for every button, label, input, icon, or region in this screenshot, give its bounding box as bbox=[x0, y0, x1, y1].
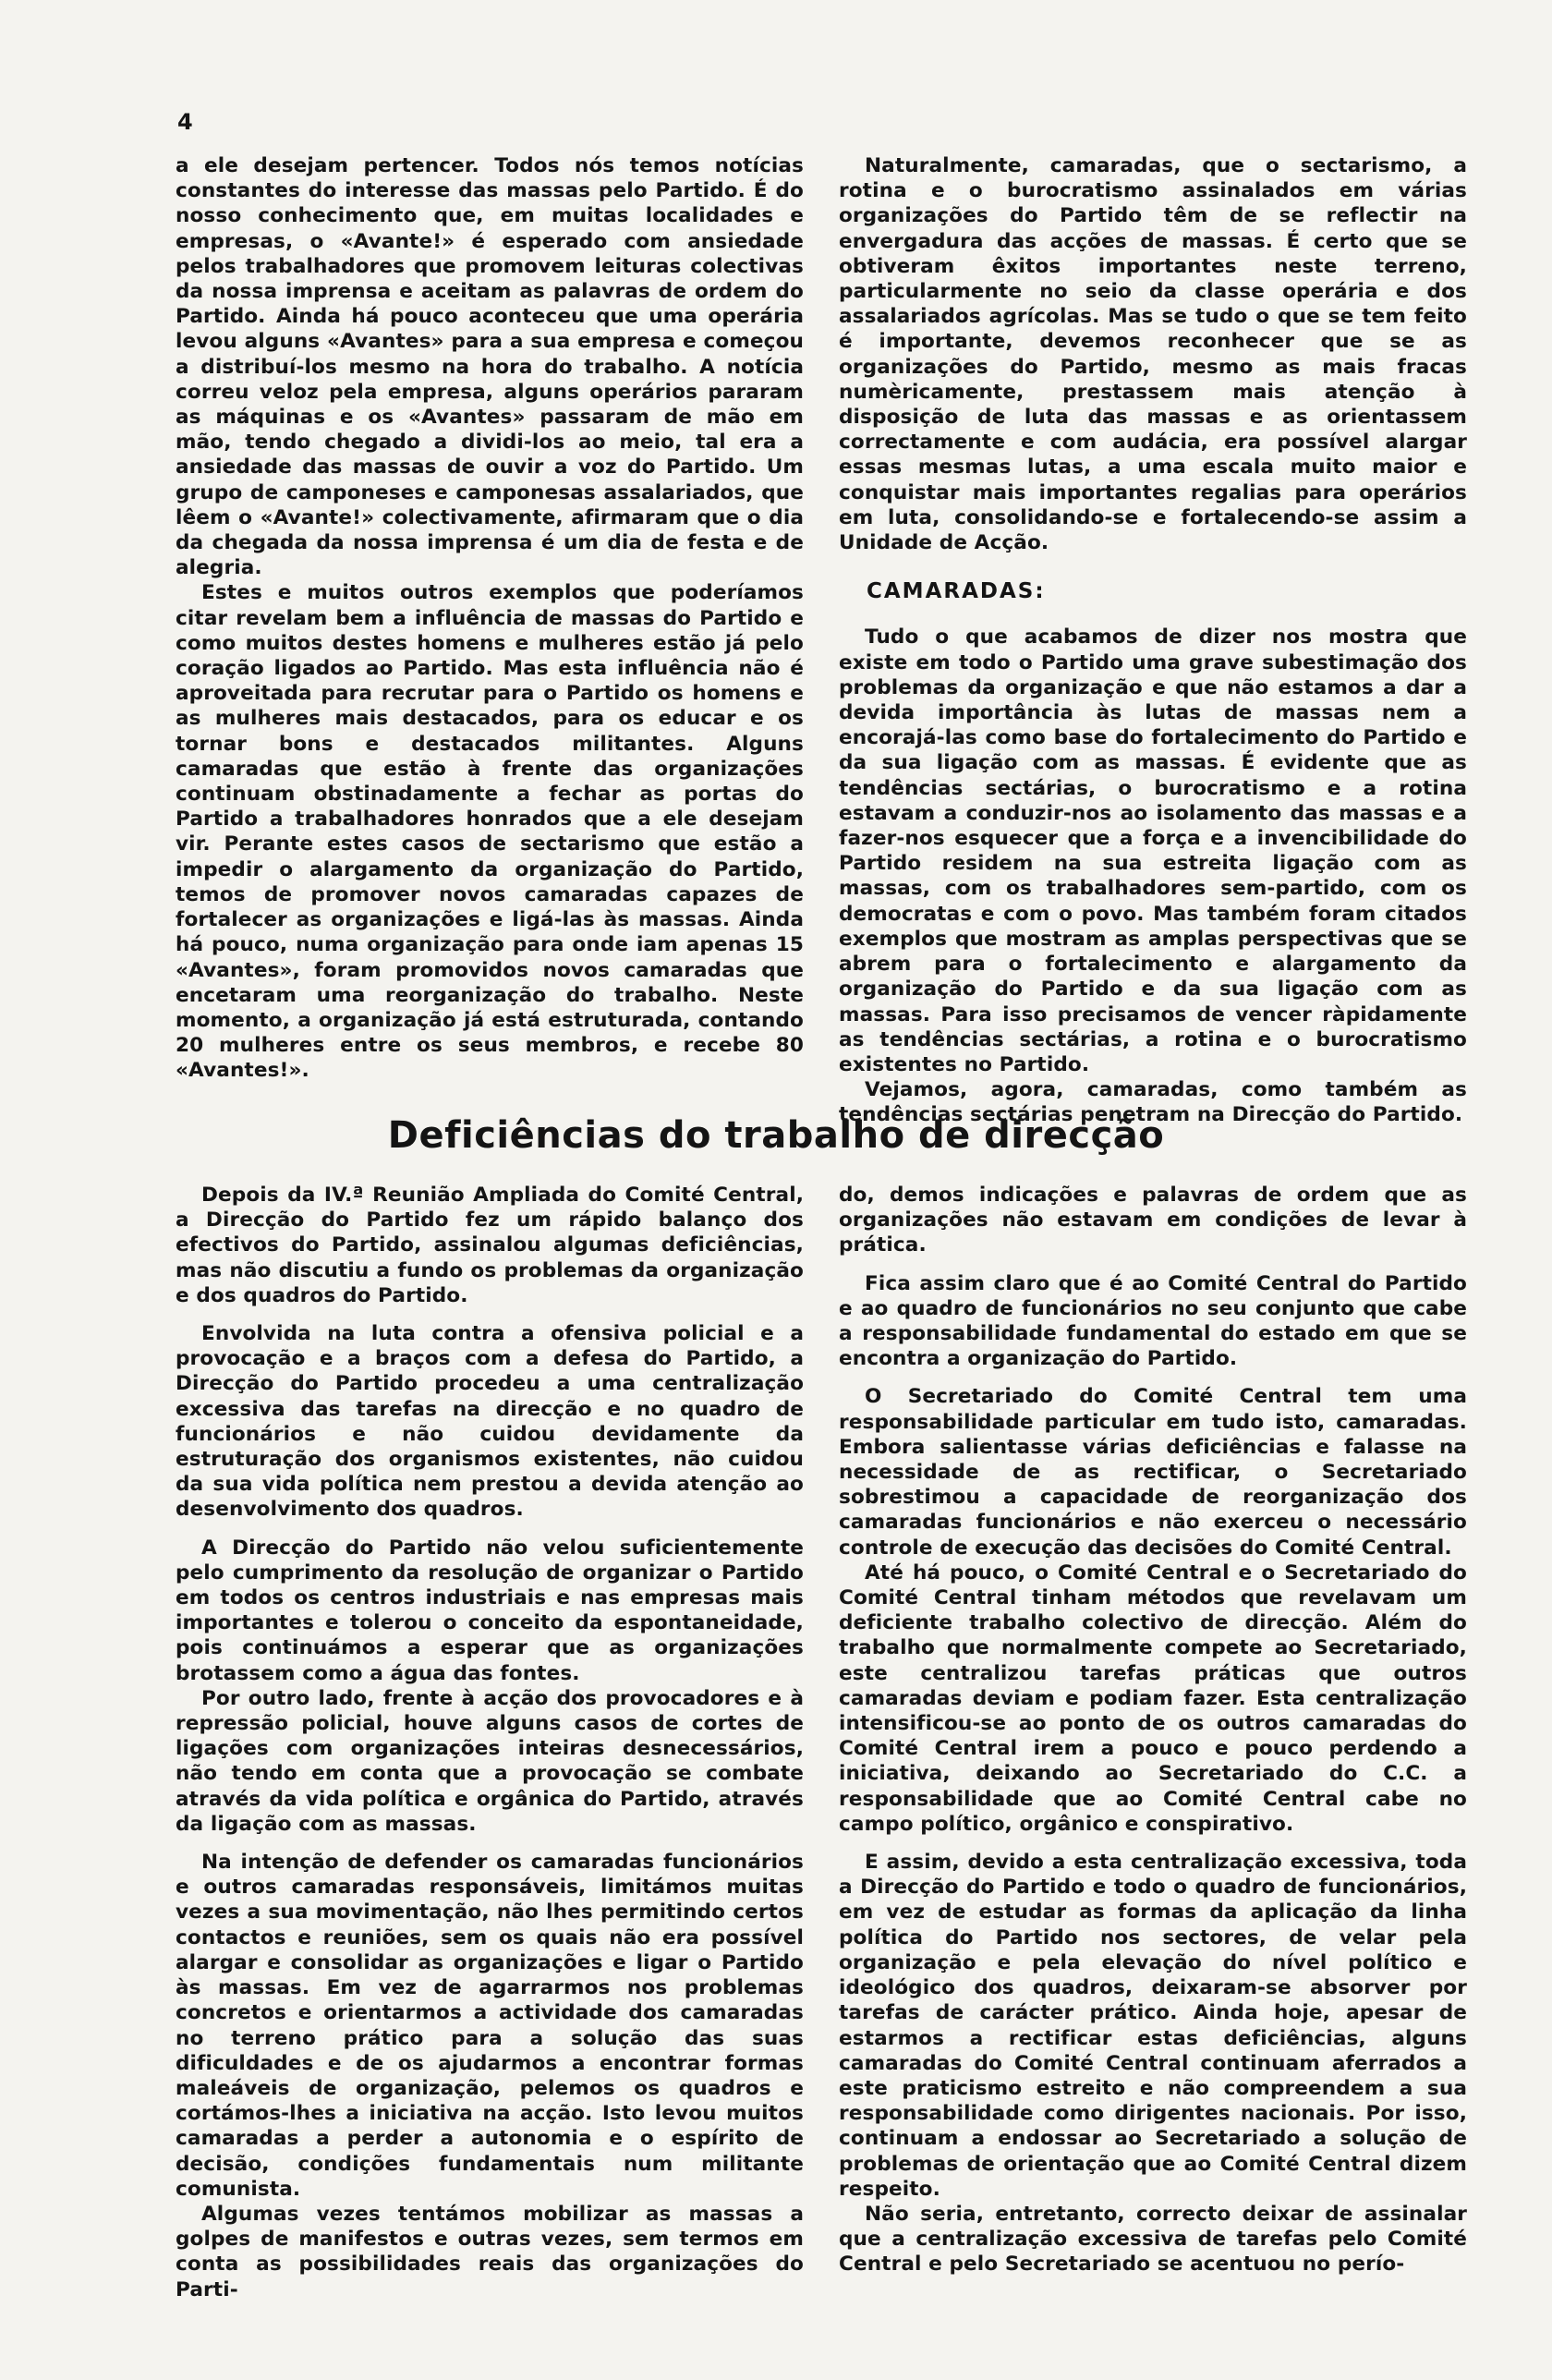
paragraph: O Secretariado do Comité Central tem uma responsabilidade particular em tudo isto, camaradas. Embora salientasse várias deficiências e falasse na necessidade de as rectificar, o Secretariado sobrestimou a capacidade de reorganização dos camaradas funcionários e não exerceu o necessário controle de execução das decisões do Comité Central. bbox=[839, 1385, 1467, 1560]
paragraph: E assim, devido a esta centralização excessiva, toda a Direcção do Partido e todo o quadro de funcionários, em vez de estudar as formas da aplicação da linha política do Partido nos sectores, de velar pela organização e pela elevação do nível político e ideológico dos quadros, deixaram-se absorver por tarefas de carácter prático. Ainda hoje, apesar de estarmos a rectificar estas deficiências, alguns camaradas do Comité Central continuam aferrados a este praticismo estreito e não compreendem a sua responsabilidade como dirigentes nacionais. Por isso, continuam a endossar ao Secretariado a solução de problemas de orientação que ao Comité Central dizem respeito. bbox=[839, 1851, 1467, 2201]
page-number: 4 bbox=[177, 109, 193, 135]
paragraph: Até há pouco, o Comité Central e o Secretariado do Comité Central tinham métodos que revelavam um deficiente trabalho colectivo de direcção. Além do trabalho que normalmente compete ao Secretariado, este centralizou tarefas práticas que outros camaradas deviam e podiam fazer. Esta centralização intensificou-se ao ponto de os outros camaradas do Comité Central irem a pouco e pouco perdendo a iniciativa, deixando ao Secretariado do C.C. a responsabilidade que ao Comité Central cabe no campo político, orgânico e conspirativo. bbox=[839, 1560, 1467, 1836]
top-left-column bbox=[176, 153, 804, 1084]
subheading: CAMARADAS: bbox=[867, 579, 1046, 604]
section-title: Deficiências do trabalho de direcção bbox=[387, 1114, 1165, 1157]
paragraph: Fica assim claro que é ao Comité Central do Partido e ao quadro de funcionários no seu conjunto que cabe a responsabilidade fundamental do estado em que se encontra a organização do Partido. bbox=[839, 1271, 1467, 1371]
paragraph: Tudo o que acabamos de dizer nos mostra que existe em todo o Partido uma grave subestimação dos problemas da organização e que não estamos a dar a devida importância às lutas de massas nem a encorajá-las como base do fortalecimento do Partido e da sua ligação com as massas. É evidente que as tendências sectárias, o burocratismo e a rotina estavam a conduzir-nos ao isolamento das massas e a fazer-nos esquecer que a força e a invencibilidade do Partido residem na sua estreita ligação com as massas, com os trabalhadores sem-partido, com os democratas e com o povo. Mas também foram citados exemplos que mostram as amplas perspectivas que se abrem para o fortalecimento e alargamento da organização do Partido e da sua ligação com as massas. Para isso precisamos de vencer ràpidamente as tendências sectárias, a rotina e o burocratismo existentes no Partido. bbox=[839, 625, 1467, 1076]
paragraph: Algumas vezes tentámos mobilizar as massas a golpes de manifestos e outras vezes, sem termos em conta as possibilidades reais das organizações do Parti- bbox=[176, 2202, 804, 2301]
top-right-column bbox=[839, 153, 1467, 1128]
paragraph: do, demos indicações e palavras de ordem que as organizações não estavam em condições de levar à prática. bbox=[839, 1184, 1467, 1257]
paragraph: A Direcção do Partido não velou suficientemente pelo cumprimento da resolução de organizar o Partido em todos os centros industriais e nas empresas mais importantes e tolerou o conceito da espontaneidade, pois continuámos a esperar que as organizações brotassem como a água das fontes. bbox=[176, 1536, 804, 1685]
paragraph: Vejamos, agora, camaradas, como também as tendências sectárias penetram na Direcção do Partido. bbox=[839, 1078, 1467, 1127]
paragraph: Na intenção de defender os camaradas funcionários e outros camaradas responsáveis, limitámos muitas vezes a sua movimentação, não lhes permitindo certos contactos e reuniões, sem os quais não era possível alargar e consolidar as organizações e ligar o Partido às massas. Em vez de agarrarmos nos problemas concretos e orientarmos a actividade dos camaradas no terreno prático para a solução das suas dificuldades e de os ajudarmos a encontrar formas maleáveis de organização, pelemos os quadros e cortámos-lhes a iniciativa na acção. Isto levou muitos camaradas a perder a autonomia e o espírito de decisão, condições fundamentais num militante comunista. bbox=[176, 1851, 804, 2201]
paragraph: a ele desejam pertencer. Todos nós temos notícias constantes do interesse das massas pelo Partido. É do nosso conhecimento que, em muitas localidades e empresas, o «Avante!» é esperado com ansiedade pelos trabalhadores que promovem leituras colectivas da nossa imprensa e aceitam as palavras de ordem do Partido. Ainda há pouco aconteceu que uma operária levou alguns «Avantes» para a sua empresa e começou a distribuí-los mesmo na hora do trabalho. A notícia correu veloz pela empresa, alguns operários pararam as máquinas e os «Avantes» passaram de mão em mão, tendo chegado a dividi-los ao meio, tal era a ansiedade das massas de ouvir a voz do Partido. Um grupo de camponeses e camponesas assalariados, que lêem o «Avante!» colectivamente, afirmaram que o dia da chegada da nossa imprensa é um dia de festa e de alegria. bbox=[176, 154, 804, 580]
paragraph: Não seria, entretanto, correcto deixar de assinalar que a centralização excessiva de tarefas pelo Comité Central e pelo Secretariado se acentuou no perío- bbox=[839, 2202, 1467, 2277]
paragraph: Depois da IV.ª Reunião Ampliada do Comité Central, a Direcção do Partido fez um rápido balanço dos efectivos do Partido, assinalou algumas deficiências, mas não discutiu a fundo os problemas da organização e dos quadros do Partido. bbox=[176, 1184, 804, 1307]
bottom-left-column bbox=[176, 1183, 804, 2302]
paragraph: Por outro lado, frente à acção dos provocadores e à repressão policial, houve alguns casos de cortes de ligações com organizações inteiras desnecessários, não tendo em conta que a provocação se combate através da vida política e orgânica do Partido, através da ligação com as massas. bbox=[176, 1686, 804, 1836]
paragraph: Envolvida na luta contra a ofensiva policial e a provocação e a braços com a defesa do Partido, a Direcção do Partido procedeu a uma centralização excessiva das tarefas na direcção e no quadro de funcionários e não cuidou devidamente da estruturação dos organismos existentes, não cuidou da sua vida política nem prestou a devida atenção ao desenvolvimento dos quadros. bbox=[176, 1322, 804, 1522]
paragraph: Estes e muitos outros exemplos que poderíamos citar revelam bem a influência de massas do Partido e como muitos destes homens e mulheres estão já pelo coração ligados ao Partido. Mas esta influência não é aproveitada para recrutar para o Partido os homens e as mulheres mais destacados, para os educar e os tornar bons e destacados militantes. Alguns camaradas que estão à frente das organizações continuam obstinadamente a fechar as portas do Partido a trabalhadores honrados que a ele desejam vir. Perante estes casos de sectarismo que estão a impedir o alargamento da organização do Partido, temos de promover novos camaradas capazes de fortalecer as organizações e ligá-las às massas. Ainda há pouco, numa organização para onde iam apenas 15 «Avantes», foram promovidos novos camaradas que encetaram uma reorganização do trabalho. Neste momento, a organização já está estruturada, contando 20 mulheres entre os seus membros, e recebe 80 «Avantes!». bbox=[176, 581, 804, 1083]
bottom-right-column bbox=[839, 1183, 1467, 2277]
paragraph: Naturalmente, camaradas, que o sectarismo, a rotina e o burocratismo assinalados em várias organizações do Partido têm de se reflectir na envergadura das acções de massas. É certo que se obtiveram êxitos importantes neste terreno, particularmente no seio da classe operária e dos assalariados agrícolas. Mas se tudo o que se tem feito é importante, devemos reconhecer que se as organizações do Partido, mesmo as mais fracas numèricamente, prestassem mais atenção à disposição de luta das massas e as orientassem correctamente e com audácia, era possível alargar essas mesmas lutas, a uma escala muito maior e conquistar mais importantes regalias para operários em luta, consolidando-se e fortalecendo-se assim a Unidade de Acção. bbox=[839, 154, 1467, 555]
